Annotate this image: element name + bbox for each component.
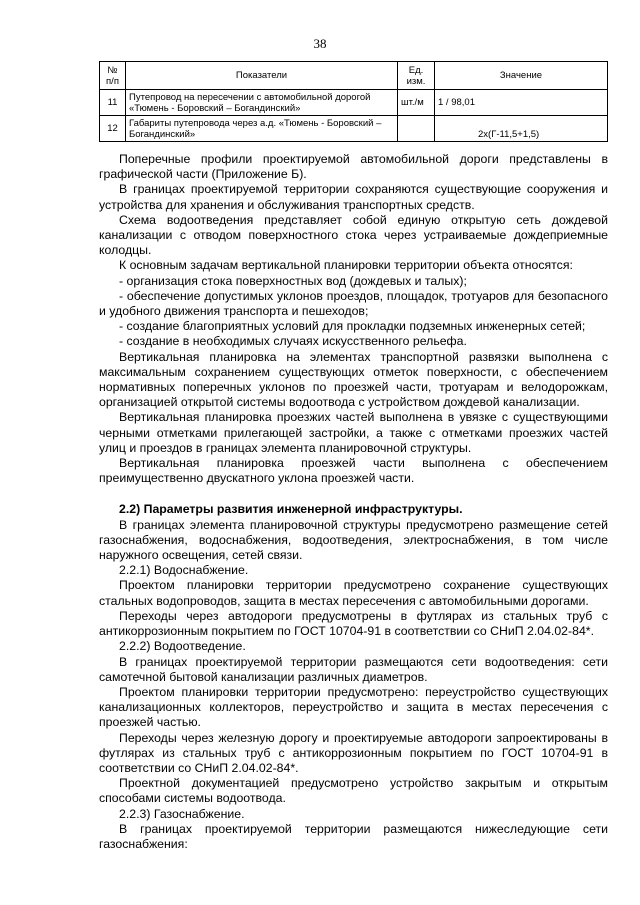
list-item: - создание в необходимых случаях искусственного рельефа. xyxy=(119,334,467,349)
paragraph: В границах проектируемой территории сохраняются существующие сооружения и устройства для хранения и обслуживания транспортных средств. xyxy=(99,182,608,212)
list-item: - обеспечение допустимых уклонов проездов, площадок, тротуаров для безопасного и удобного движения транспорта и пешеходов; xyxy=(99,288,608,319)
header-unit: Ед. изм. xyxy=(398,62,435,90)
subsection-heading: 2.2.3) Газоснабжение. xyxy=(119,806,245,821)
paragraph: В границах проектируемой территории размещаются нижеследующие сети газоснабжения: xyxy=(99,821,608,851)
paragraph: Проектом планировки территории предусмотрено сохранение существующих стальных водопроводов, защита в местах пересечения с автомобильными дорогами. xyxy=(99,578,608,608)
row-indicator: Путепровод на пересечении с автомобильной дорогой «Тюмень - Боровский – Богандинский» xyxy=(126,90,398,116)
row-num: 12 xyxy=(100,116,126,142)
list-item: - создание благоприятных условий для прокладки подземных инженерных сетей; xyxy=(119,319,586,334)
document-body xyxy=(99,152,608,852)
header-num: № п/п xyxy=(100,62,126,90)
subsection-heading: 2.2.2) Водоотведение. xyxy=(119,639,246,654)
table-row xyxy=(100,90,608,116)
row-unit: шт./м xyxy=(398,90,435,116)
row-value: 2x(Г-11,5+1,5) xyxy=(435,116,608,142)
paragraph: Вертикальная планировка проезжей части выполнена с обеспечением преимущественно двускатного уклона проезжей части. xyxy=(99,456,608,486)
subsection-heading: 2.2.1) Водоснабжение. xyxy=(119,563,249,578)
row-unit xyxy=(398,116,435,142)
paragraph: В границах проектируемой территории размещаются сети водоотведения: сети самотечной бытовой канализации различных диаметров. xyxy=(99,654,608,684)
section-heading: 2.2) Параметры развития инженерной инфраструктуры. xyxy=(119,502,463,517)
header-value: Значение xyxy=(435,62,608,90)
header-indicator: Показатели xyxy=(126,62,398,90)
table-row xyxy=(100,116,608,142)
page-number: 38 xyxy=(313,36,327,51)
row-indicator: Габариты путепровода через а.д. «Тюмень - Боровский – Богандинский» xyxy=(126,116,398,142)
paragraph: Переходы через железную дорогу и проектируемые автодороги запроектированы в футлярах из стальных труб с антикоррозионным покрытием по ГОСТ 10704-91 в соответствии со СНиП 2.04.02-84*. xyxy=(99,730,608,775)
paragraph: Вертикальная планировка проезжих частей выполнена в увязке с существующими черными отметками прилегающей застройки, а также с отметками проезжих частей улиц и проездов в границах элемента планировочной структуры. xyxy=(99,410,608,455)
paragraph: Переходы через автодороги предусмотрены в футлярах из стальных труб с антикоррозионным покрытием по ГОСТ 10704-91 в соответствии со СНиП 2.04.02-84*. xyxy=(99,608,608,639)
paragraph: К основным задачам вертикальной планировки территории объекта относятся: xyxy=(119,258,573,273)
parameters-table xyxy=(99,61,608,142)
list-item: - организация стока поверхностных вод (дождевых и талых); xyxy=(119,273,467,288)
paragraph: В границах элемента планировочной структуры предусмотрено размещение сетей газоснабжения, водоснабжения, водоотведения, электроснабжения, в том числе наружного освещения, сетей связи. xyxy=(99,517,608,563)
paragraph: Проектной документацией предусмотрено устройство закрытым и открытым способами системы водоотвода. xyxy=(99,776,608,806)
paragraph: Вертикальная планировка на элементах транспортной развязки выполнена с максимальным сохранением существующих отметок поверхности, с обеспечением нормативных поперечных уклонов по проезжей части, тротуарам и велодорожкам, организацией открытой системы водоотвода с устройством дождевой канализации. xyxy=(99,349,608,410)
paragraph: Поперечные профили проектируемой автомобильной дороги представлены в графической части (Приложение Б). xyxy=(99,152,608,182)
table-header-row xyxy=(100,62,608,90)
row-num: 11 xyxy=(100,90,126,116)
row-value: 1 / 98,01 xyxy=(435,90,608,116)
paragraph: Проектом планировки территории предусмотрено: переустройство существующих канализационных коллекторов, переустройство и защита в местах пересечения с проезжей частью. xyxy=(99,684,608,730)
paragraph: Схема водоотведения представляет собой единую открытую сеть дождевой канализации с отводом поверхностного стока через устраиваемые дождеприемные колодцы. xyxy=(99,212,608,258)
